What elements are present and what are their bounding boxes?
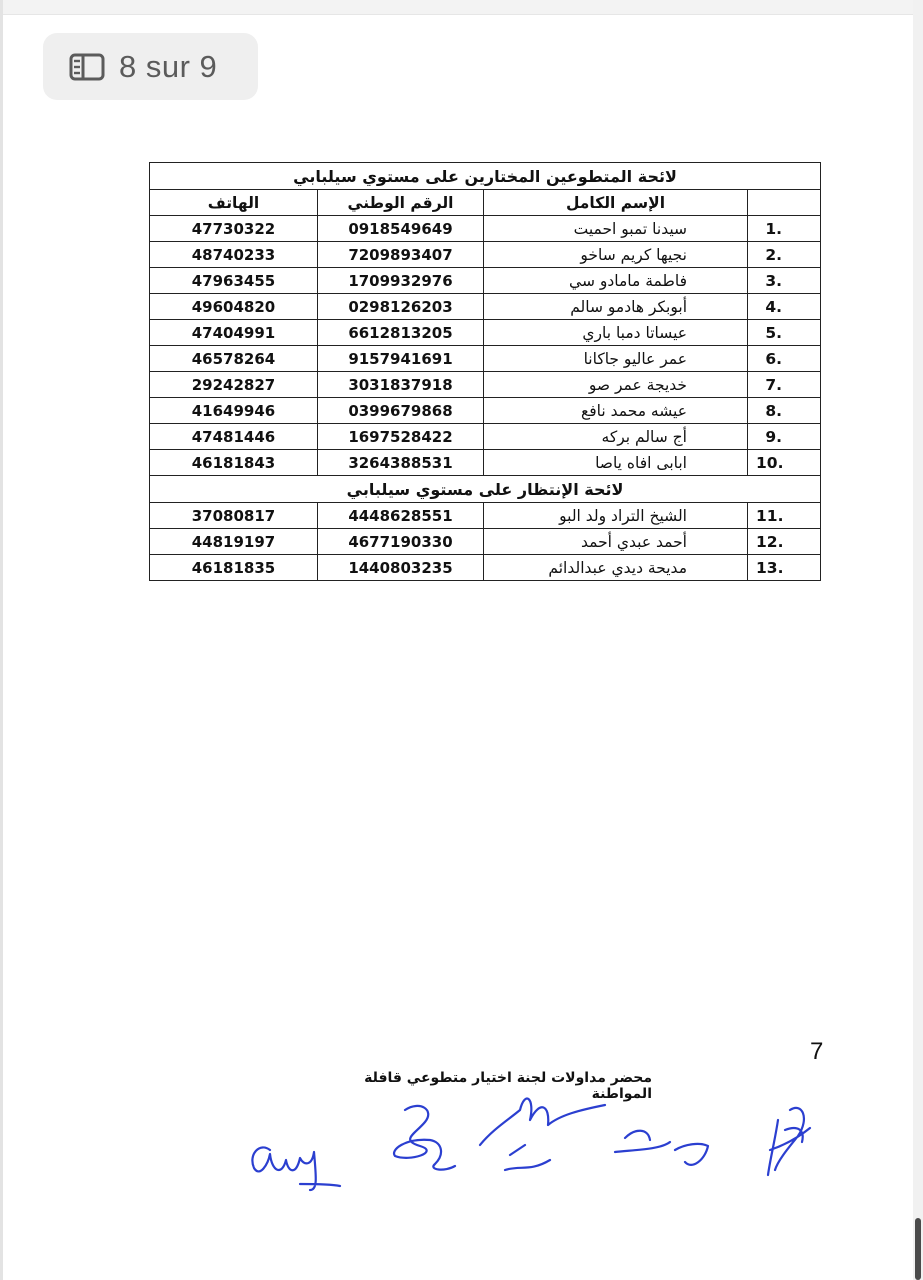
row-number-cell: 3. bbox=[748, 268, 821, 294]
table-row bbox=[150, 346, 821, 372]
national-id-cell: 4448628551 bbox=[318, 503, 484, 529]
signature-1 bbox=[252, 1147, 340, 1190]
phone-cell: 47730322 bbox=[150, 216, 318, 242]
row-number-cell: 4. bbox=[748, 294, 821, 320]
full-name-cell: ابابى افاه ياصا bbox=[484, 450, 748, 476]
national-id-cell: 1697528422 bbox=[318, 424, 484, 450]
phone-cell: 37080817 bbox=[150, 503, 318, 529]
page-left-edge bbox=[0, 0, 3, 1280]
row-number-cell: 2. bbox=[748, 242, 821, 268]
national-id-cell: 3031837918 bbox=[318, 372, 484, 398]
phone-cell: 46181843 bbox=[150, 450, 318, 476]
full-name-cell: أج سالم بركه bbox=[484, 424, 748, 450]
signature-3 bbox=[480, 1099, 605, 1170]
row-number-cell: 11. bbox=[748, 503, 821, 529]
full-name-cell: سيدنا تمبو احميت bbox=[484, 216, 748, 242]
full-name-cell: خديجة عمر صو bbox=[484, 372, 748, 398]
vertical-scrollbar[interactable] bbox=[913, 0, 923, 1280]
handwritten-signatures bbox=[230, 1080, 830, 1210]
full-name-cell: نجيها كريم ساخو bbox=[484, 242, 748, 268]
table-row bbox=[150, 320, 821, 346]
table-row bbox=[150, 398, 821, 424]
full-name-cell: الشيخ التراد ولد البو bbox=[484, 503, 748, 529]
phone-cell: 47481446 bbox=[150, 424, 318, 450]
header-phone: الهاتف bbox=[150, 190, 318, 216]
national-id-cell: 1440803235 bbox=[318, 555, 484, 581]
national-id-cell: 6612813205 bbox=[318, 320, 484, 346]
page-indicator-label: 8 sur 9 bbox=[119, 48, 218, 84]
national-id-cell: 9157941691 bbox=[318, 346, 484, 372]
table-row bbox=[150, 372, 821, 398]
row-number-cell: 10. bbox=[748, 450, 821, 476]
full-name-cell: أحمد عبدي أحمد bbox=[484, 529, 748, 555]
table-row bbox=[150, 268, 821, 294]
national-id-cell: 1709932976 bbox=[318, 268, 484, 294]
national-id-cell: 7209893407 bbox=[318, 242, 484, 268]
row-number-cell: 1. bbox=[748, 216, 821, 242]
row-number-cell: 7. bbox=[748, 372, 821, 398]
signature-5 bbox=[768, 1108, 810, 1175]
page-top-edge bbox=[0, 0, 923, 15]
row-number-cell: 9. bbox=[748, 424, 821, 450]
phone-cell: 47963455 bbox=[150, 268, 318, 294]
national-id-cell: 0298126203 bbox=[318, 294, 484, 320]
phone-cell: 48740233 bbox=[150, 242, 318, 268]
full-name-cell: أبوبكر هادمو سالم bbox=[484, 294, 748, 320]
waiting-title-row bbox=[150, 476, 821, 503]
phone-cell: 49604820 bbox=[150, 294, 318, 320]
row-number-cell: 12. bbox=[748, 529, 821, 555]
phone-cell: 46578264 bbox=[150, 346, 318, 372]
header-national-id: الرقم الوطني bbox=[318, 190, 484, 216]
table-row bbox=[150, 450, 821, 476]
phone-cell: 46181835 bbox=[150, 555, 318, 581]
full-name-cell: مديحة ديدي عبدالدائم bbox=[484, 555, 748, 581]
header-number bbox=[748, 190, 821, 216]
national-id-cell: 3264388531 bbox=[318, 450, 484, 476]
national-id-cell: 0918549649 bbox=[318, 216, 484, 242]
full-name-cell: عمر عاليو جاكانا bbox=[484, 346, 748, 372]
national-id-cell: 4677190330 bbox=[318, 529, 484, 555]
full-name-cell: عيشه محمد نافع bbox=[484, 398, 748, 424]
row-number-cell: 6. bbox=[748, 346, 821, 372]
full-name-cell: فاطمة مامادو سي bbox=[484, 268, 748, 294]
table-row bbox=[150, 242, 821, 268]
sidebar-panel-icon bbox=[69, 53, 105, 81]
waiting-list-title: لائحة الإنتظار على مستوي سيلبابي bbox=[150, 476, 821, 503]
table-row bbox=[150, 529, 821, 555]
full-name-cell: عيساتا دمبا باري bbox=[484, 320, 748, 346]
table-row bbox=[150, 294, 821, 320]
table-row bbox=[150, 216, 821, 242]
volunteers-table bbox=[149, 162, 821, 581]
table-row bbox=[150, 555, 821, 581]
row-number-cell: 5. bbox=[748, 320, 821, 346]
phone-cell: 44819197 bbox=[150, 529, 318, 555]
table-header-row bbox=[150, 190, 821, 216]
row-number-cell: 13. bbox=[748, 555, 821, 581]
table-title-row bbox=[150, 163, 821, 190]
footer-caption: محضر مداولات لجنة اختيار متطوعي قافلة المواطنة bbox=[364, 1070, 652, 1102]
national-id-cell: 0399679868 bbox=[318, 398, 484, 424]
table-row bbox=[150, 503, 821, 529]
row-number-cell: 8. bbox=[748, 398, 821, 424]
signature-2 bbox=[394, 1106, 455, 1170]
page-indicator-button[interactable] bbox=[43, 33, 258, 100]
phone-cell: 29242827 bbox=[150, 372, 318, 398]
signature-4 bbox=[615, 1131, 708, 1165]
scrollbar-thumb[interactable] bbox=[915, 1218, 921, 1280]
selected-list-title: لائحة المتطوعين المختارين على مستوي سيلبابي bbox=[150, 163, 821, 190]
table-row bbox=[150, 424, 821, 450]
phone-cell: 47404991 bbox=[150, 320, 318, 346]
phone-cell: 41649946 bbox=[150, 398, 318, 424]
header-full-name: الإسم الكامل bbox=[484, 190, 748, 216]
page-number: 7 bbox=[810, 1038, 824, 1065]
